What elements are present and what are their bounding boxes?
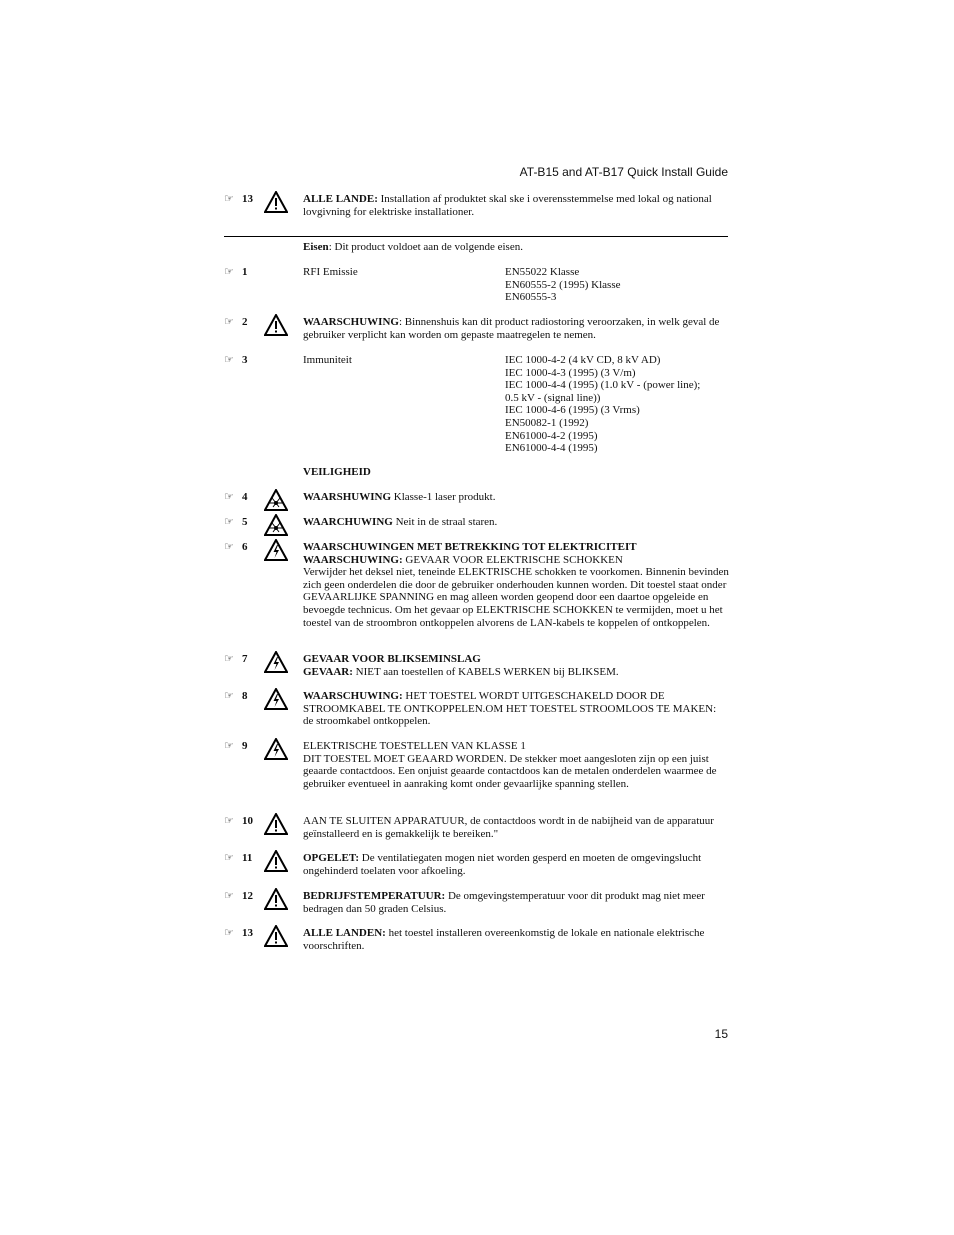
requirement-label: Immuniteit [303,354,352,366]
warning-triangle-icon [264,850,288,872]
pointing-hand-icon: ☞ [224,354,234,366]
warning-triangle-icon [264,925,288,947]
pointing-hand-icon: ☞ [224,927,234,939]
item-reference: ☞ 13 [224,193,253,205]
pointing-hand-icon: ☞ [224,890,234,902]
pointing-hand-icon: ☞ [224,193,234,205]
pointing-hand-icon: ☞ [224,516,234,528]
running-header: AT-B15 and AT-B17 Quick Install Guide [519,165,728,179]
pointing-hand-icon: ☞ [224,815,234,827]
pointing-hand-icon: ☞ [224,266,234,278]
laser-warning-icon [264,489,288,511]
pointing-hand-icon: ☞ [224,690,234,702]
electric-shock-warning-icon [264,738,288,760]
pointing-hand-icon: ☞ [224,852,234,864]
pointing-hand-icon: ☞ [224,740,234,752]
electric-shock-warning-icon [264,688,288,710]
pointing-hand-icon: ☞ [224,653,234,665]
warning-triangle-icon [264,888,288,910]
requirement-values: EN55022 Klasse EN60555-2 (1995) Klasse EN60555-3 [505,266,621,304]
item-text: ALLE LANDE: Installation af produktet skal ske i overensstemmelse med lokal og national lovgivning for elektriske installationer. [303,193,712,218]
requirement-label: RFI Emissie [303,266,358,278]
section-divider [224,236,728,237]
laser-warning-icon [264,514,288,536]
pointing-hand-icon: ☞ [224,316,234,328]
electric-shock-warning-icon [264,651,288,673]
pointing-hand-icon: ☞ [224,541,234,553]
warning-triangle-icon [264,191,288,213]
warning-triangle-icon [264,314,288,336]
requirement-values: IEC 1000-4-2 (4 kV CD, 8 kV AD) IEC 1000-4-3 (1995) (3 V/m) IEC 1000-4-4 (1995) (1.0 kV - (power line); 0.5 kV - (signal line)) IEC 1000-4-6 (1995) (3 Vrms) EN50082-1 (1992) EN61000-4-2 (1995) EN61000-4-4 (1995) [505,354,701,455]
electric-shock-warning-icon [264,539,288,561]
page-number: 15 [714,1027,728,1041]
warning-triangle-icon [264,813,288,835]
pointing-hand-icon: ☞ [224,491,234,503]
